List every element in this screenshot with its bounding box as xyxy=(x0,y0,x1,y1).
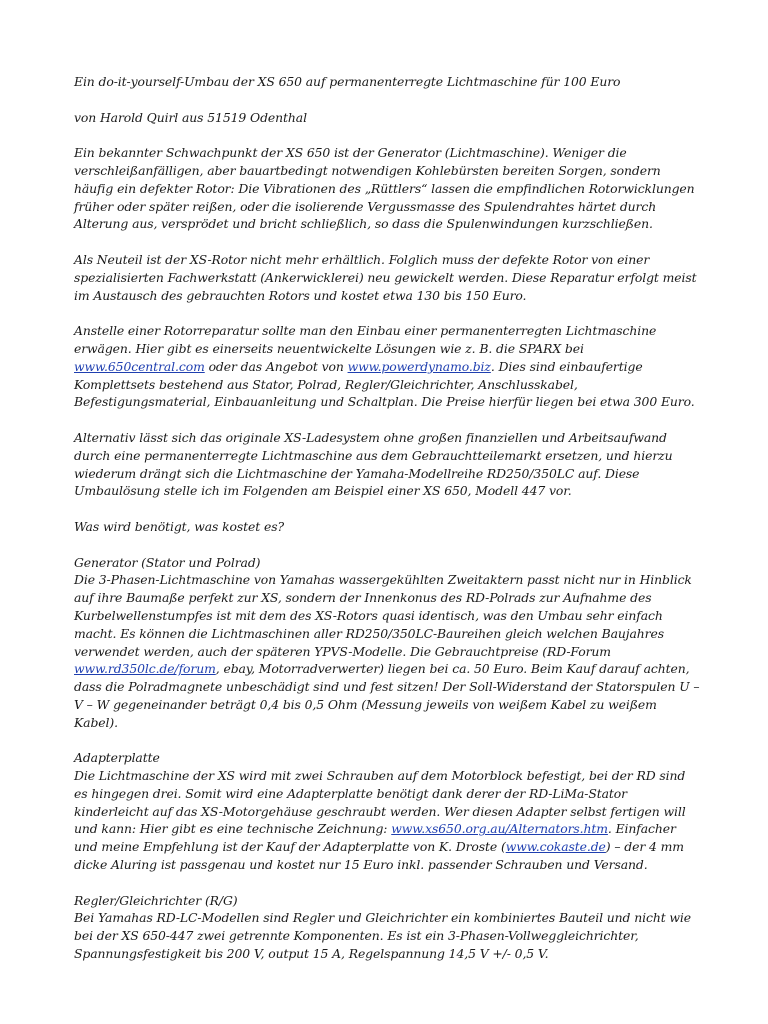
paragraph-adapter xyxy=(74,767,702,874)
heading-adapter: Adapterplatte xyxy=(74,750,160,766)
paragraph-text: . Einfacher und meine Empfehlung ist der Kauf der Adapterplatte von K. Droste ( xyxy=(74,821,676,855)
paragraph-regulator: Bei Yamahas RD-LC-Modellen sind Regler und Gleichrichter ein kombiniertes Bauteil und nicht wie bei der XS 650-447 zwei getrennte Komponenten. Es ist ein 3-Phasen-Vollweggleichrichter, Spannungsfestigkeit bis 200 V, output 15 A, Regelspannung 14,5 V +/- 0,5 V. xyxy=(74,910,692,962)
heading-generator: Generator (Stator und Polrad) xyxy=(74,554,261,570)
heading-regulator: Regler/Gleichrichter (R/G) xyxy=(74,892,238,908)
document-page xyxy=(74,73,702,963)
paragraph-text: Anstelle einer Rotorreparatur sollte man den Einbau einer permanenterregten Lichtmaschine erwägen. Hier gibt es einerseits neuentwickelte Lösungen wie z. B. die SPARX bei xyxy=(74,323,657,356)
paragraph-alternatives xyxy=(74,322,702,411)
link-powerdynamo[interactable]: www.powerdynamo.biz xyxy=(347,358,491,374)
paragraph-generator xyxy=(74,571,702,731)
link-cokaste[interactable]: www.cokaste.de xyxy=(505,839,606,855)
link-rd350lc-forum[interactable]: www.rd350lc.de/forum xyxy=(74,661,216,677)
author-line: von Harold Quirl aus 51519 Odenthal xyxy=(74,109,307,125)
paragraph-text: oder das Angebot von xyxy=(204,358,348,374)
paragraph-text: Die Lichtmaschine der XS wird mit zwei Schrauben auf dem Motorblock befestigt, bei der RD sind es hingegen drei. Somit wird eine Adapterplatte benötigt dank derer der RD-LiMa-Stator kinderleicht auf das XS-Motorgehäuse geschraubt werden. Wer diesen Adapter selbst fertigen will und kann: Hier gibt es eine technische Zeichnung: xyxy=(74,768,686,837)
paragraph-text: Die 3-Phasen-Lichtmaschine von Yamahas wassergekühlten Zweitaktern passt nicht nur in Hinblick auf ihre Baumaße perfekt zur XS, sondern der Innenkonus des RD-Polrads zur Aufnahme des Kurbelwellenstumpfes ist mit dem des XS-Rotors quasi identisch, was den Umbau sehr einfach macht. Es können die Lichtmaschinen aller RD250/350LC-Baureihen gleich welchen Baujahres verwendet werden, auch der späteren YPVS-Modelle. Die Gebrauchtpreise (RD-Forum xyxy=(74,572,692,659)
paragraph-used-parts: Alternativ lässt sich das originale XS-Ladesystem ohne großen finanziellen und Arbeitsaufwand durch eine permanenterregte Lichtmaschine aus dem Gebrauchtteilemarkt ersetzen, und hierzu wiederum drängt sich die Lichtmaschine der Yamaha-Modellreihe RD250/350LC auf. Diese Umbaulösung stelle ich im Folgenden am Beispiel einer XS 650, Modell 447 vor. xyxy=(74,429,673,499)
section-question: Was wird benötigt, was kostet es? xyxy=(74,518,285,534)
paragraph-text: , ebay, Motorradverwerter) liegen bei ca. 50 Euro. Beim Kauf darauf achten, dass die Polradmagnete unbeschädigt sind und fest sitzen! Der Soll-Widerstand der Statorspulen U – V – W gegeneinander beträgt 0,4 bis 0,5 Ohm (Messung jeweils von weißem Kabel zu weißem Kabel). xyxy=(74,661,700,730)
paragraph-text: . Dies sind einbaufertige Komplettsets bestehend aus Stator, Polrad, Regler/Gleichrichter, Anschlusskabel, Befestigungsmaterial, Einbauanleitung und Schaltplan. Die Preise hierfür liegen bei etwa 300 Euro. xyxy=(74,358,695,410)
link-xs650-org[interactable]: www.xs650.org.au/Alternators.htm xyxy=(391,821,608,837)
paragraph-text: ) – der 4 mm dicke Aluring ist passgenau und kostet nur 15 Euro inkl. passender Schrauben und Versand. xyxy=(74,839,684,873)
document-title: Ein do-it-yourself-Umbau der XS 650 auf permanenterregte Lichtmaschine für 100 Euro xyxy=(74,74,621,89)
paragraph-intro: Ein bekannter Schwachpunkt der XS 650 ist der Generator (Lichtmaschine). Weniger die verschleißanfälligen, aber bauartbedingt notwendigen Kohlebürsten bereiten Sorgen, sondern häufig ein defekter Rotor: Die Vibrationen des „Rüttlers“ lassen die empfindlichen Rotorwicklungen früher oder später reißen, oder die isolierende Vergussmasse des Spulendrahtes härtet durch Alterung aus, versprödet und bricht schließlich, so dass die Spulenwindungen kurzschließen. xyxy=(74,145,695,232)
link-650central[interactable]: www.650central.com xyxy=(74,358,205,374)
paragraph-rotor: Als Neuteil ist der XS-Rotor nicht mehr erhältlich. Folglich muss der defekte Rotor von einer spezialisierten Fachwerkstatt (Ankerwicklerei) neu gewickelt werden. Diese Reparatur erfolgt meist im Austausch des gebrauchten Rotors und kostet etwa 130 bis 150 Euro. xyxy=(74,251,697,303)
